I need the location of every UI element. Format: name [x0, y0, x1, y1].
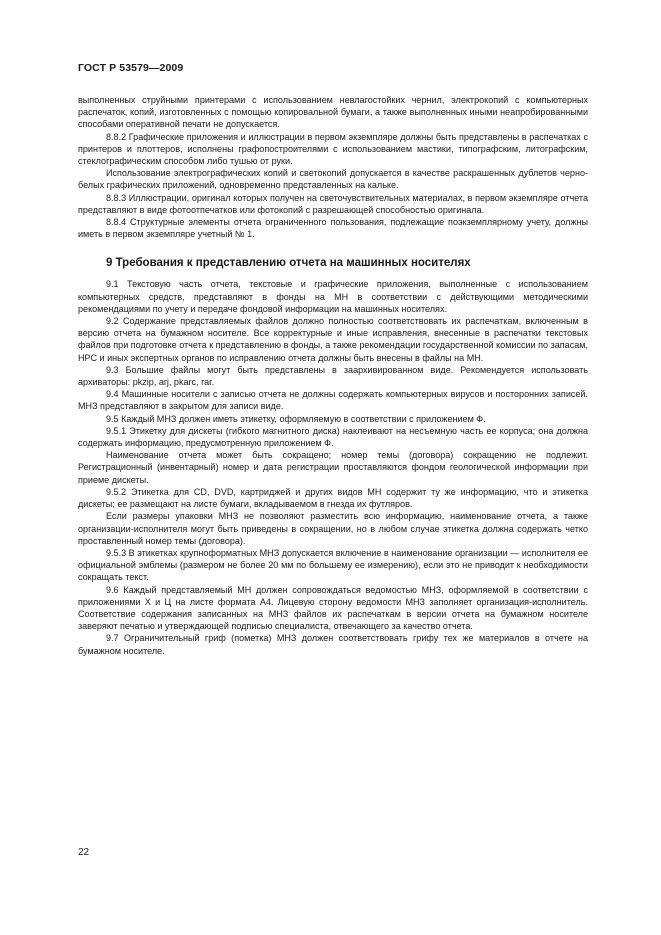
paragraph: 9.6 Каждый представляемый МН должен сопровождаться ведомостью МНЗ, оформляемой в соответствии с приложениями Х и Ц на листе формата А4. Лицевую сторону ведомости МНЗ заполняет организация-исполнитель. Соответствие содержания записанных на МНЗ файлов их распечаткам в версии отчета на бумажном носителе заверяют печатью и утверждающей подписью специалиста, отвечающего за качество отчета. [78, 584, 588, 632]
paragraph: 9.5.2 Этикетка для CD, DVD, картриджей и других видов МН содержит ту же информацию, что и этикетка дискеты; ее размещают на листе бумаги, вкладываемом в гнезда их футляров. [78, 486, 588, 510]
paragraph: 9.2 Содержание представляемых файлов должно полностью соответствовать их распечаткам, включенным в версию отчета на бумажном носителе. Все корректурные и иные исправления, внесенные в распечатки текстовых файлов при подготовке отчета к представлению в фонды, а также рекомендации государственной комиссии по запасам, НРС и иных экспертных органов по исправлению отчета должны быть внесены в файлы на МН. [78, 316, 588, 363]
document-body [78, 94, 588, 657]
paragraph: 8.8.2 Графические приложения и иллюстрации в первом экземпляре должны быть представлены в распечатках с принтеров и плоттеров, исполнены графопостроителями с использованием мастики, типографским, литографским, стеклографическим способом либо тушью от руки. [78, 131, 588, 167]
paragraph: Наименование отчета может быть сокращено; номер темы (договора) сокращению не подлежит. Регистрационный (инвентарный) номер и дата регистрации проставляются фондом геологической информации при приеме дискеты. [78, 450, 588, 485]
paragraph: 8.8.4 Структурные элементы отчета ограниченного пользования, подлежащие поэкземплярному учету, должны иметь в первом экземпляре учетный № 1. [78, 217, 588, 240]
paragraph: 9.1 Текстовую часть отчета, текстовые и графические приложения, выполненные с использованием компьютерных средств, представляют в фонды на МН в соответствии с действующими методическими рекомендациями по учету и передаче фондовой информации на машинных носителях. [78, 279, 588, 314]
paragraph: выполненных струйными принтерами с использованием невлагостойких чернил, электрокопий с компьютерных распечаток, копий, изготовленных с помощью копировальной бумаги, а также выполненных иными неапробированными способами оперативной печати не допускается. [78, 95, 588, 130]
paragraph: 9.5.1 Этикетку для дискеты (гибкого магнитного диска) наклеивают на несъемную часть ее корпуса; она должна содержать информацию, предусмотренную приложением Ф. [78, 425, 588, 449]
paragraph: 9.4 Машинные носители с записью отчета не должны содержать компьютерных вирусов и посторонних записей. МНЗ представляют в закрытом для записи виде. [78, 389, 588, 412]
paragraph: 9.5 Каждый МНЗ должен иметь этикетку, оформляемую в соответствии с приложением Ф. [106, 413, 486, 424]
paragraph: Если размеры упаковки МНЗ не позволяют разместить всю информацию, наименование отчета, а также организации-исполнителя могут быть приведены в сокращении, но в любом случае этикетка должна содержать четко проставленный номер темы (договора). [78, 511, 588, 546]
page-number: 22 [78, 847, 90, 858]
paragraph: 9.7 Ограничительный гриф (пометка) МНЗ должен соответствовать грифу тех же материалов в отчете на бумажном носителе. [78, 633, 588, 656]
paragraph: 9.5.3 В этикетках крупноформатных МНЗ допускается включение в наименование организации — исполнителя ее официальной эмблемы (размером не более 20 мм по большему ее измерению), если это не приводит к необходимости сокращать текст. [78, 547, 588, 583]
paragraph: 8.8.3 Иллюстрации, оригинал которых получен на светочувствительных материалах, в первом экземпляре отчета представляют в виде фотоотпечатков или фотокопий с разрешающей способностью оригинала. [78, 192, 588, 215]
section-heading: 9 Требования к представлению отчета на машинных носителях [106, 257, 471, 270]
paragraph: 9.3 Большие файлы могут быть представлены в заархивированном виде. Рекомендуется использовать архиваторы: pkzip, arj, pkarc, rar. [78, 364, 588, 388]
paragraph: Использование электрографических копий и светокопий допускается в качестве раскрашенных дублетов черно-белых графических приложений, одновременно представленных на кальке. [78, 168, 588, 191]
document-header: ГОСТ Р 53579—2009 [78, 62, 184, 74]
